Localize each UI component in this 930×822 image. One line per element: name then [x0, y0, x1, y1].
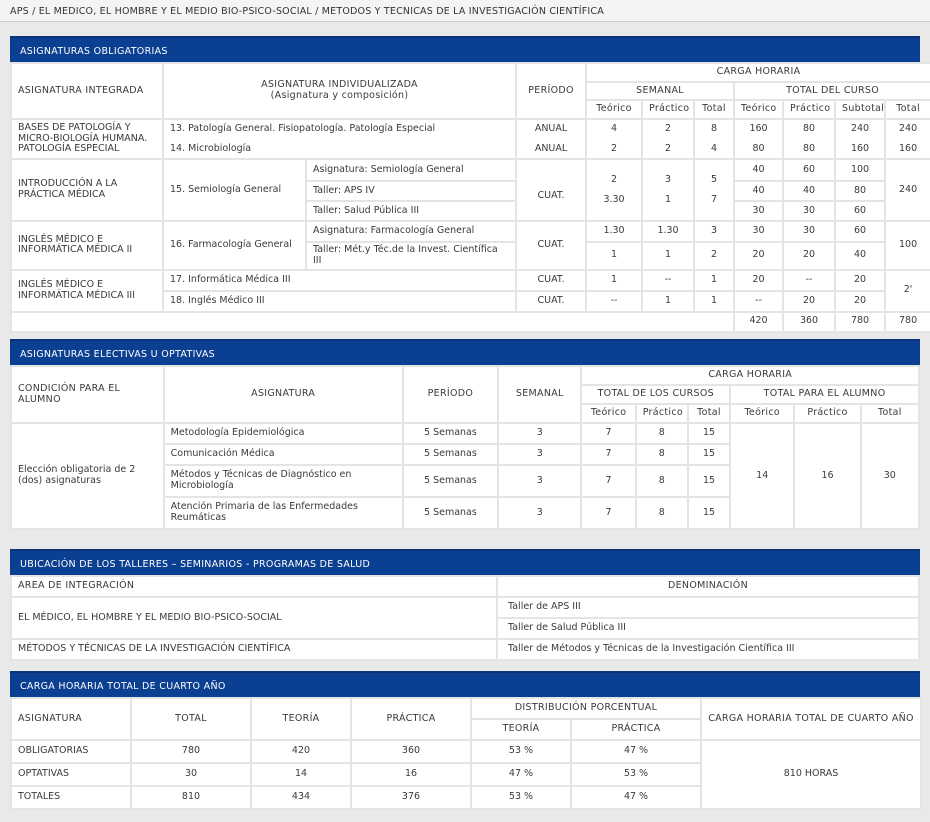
curso-total: 240 160	[886, 120, 930, 158]
asignatura: Atención Primaria de las Enfermedades Reumáticas	[165, 498, 402, 528]
curso-total: 2'	[886, 271, 930, 311]
cursos-teorico: 7	[582, 424, 634, 443]
header-distribucion: DISTRIBUCIÓN PORCENTUAL	[472, 699, 700, 718]
asignatura-individualizada: 18. Inglés Médico III	[164, 292, 515, 311]
curso-subtotal: 20	[836, 271, 884, 290]
semanal: 3	[499, 466, 580, 496]
header-carga-total: CARGA HORARIA TOTAL DE CUARTO AÑO	[702, 699, 920, 739]
row-name: OPTATIVAS	[12, 764, 130, 785]
semanal-total: 8 4	[695, 120, 733, 158]
asignatura-integrada: BASES DE PATOLOGÍA Y MICRO-BIOLOGÍA HUMANA. PATOLOGÍA ESPECIAL	[12, 120, 162, 158]
alumno-total: 30	[862, 424, 918, 528]
table-row	[12, 741, 920, 762]
periodo: CUAT.	[517, 292, 585, 311]
header-teoria: TEORÍA	[252, 699, 350, 739]
semanal-total: 1	[695, 292, 733, 311]
header-total-cursos: TOTAL DE LOS CURSOS	[582, 386, 729, 403]
header-dist-practica: PRÁCTICA	[572, 720, 700, 739]
composicion: Taller: Salud Pública III	[307, 202, 515, 220]
pct-practica: 53 %	[572, 764, 700, 785]
periodo: 5 Semanas	[404, 445, 497, 464]
cursos-teorico: 7	[582, 445, 634, 464]
curso-subtotal: 40	[836, 243, 884, 269]
pct-teoria: 53 %	[472, 787, 570, 808]
table-obligatorias	[10, 62, 930, 333]
table-electivas	[10, 365, 920, 530]
composicion: Taller: APS IV	[307, 182, 515, 200]
semanal: 3	[499, 424, 580, 443]
header-asignatura-individualizada: ASIGNATURA INDIVIDUALIZADA (Asignatura y composición)	[164, 64, 515, 118]
table-row	[12, 222, 930, 241]
curso-total: 240	[886, 160, 930, 220]
periodo: CUAT.	[517, 160, 585, 220]
teoria: 434	[252, 787, 350, 808]
practica: 16	[352, 764, 470, 785]
curso-practico: 60	[784, 160, 834, 180]
section-header-talleres: UBICACIÓN DE LOS TALLERES – SEMINARIOS - PROGRAMAS DE SALUD	[10, 549, 920, 575]
semanal-total: 3	[695, 222, 733, 241]
cursos-practico: 8	[637, 445, 687, 464]
periodo: ANUAL ANUAL	[517, 120, 585, 158]
header-asignatura: ASIGNATURA	[165, 367, 402, 422]
table-row	[12, 640, 918, 659]
curso-practico: --	[784, 271, 834, 290]
semanal-total: 1	[695, 271, 733, 290]
composicion: Taller: Mét.y Téc.de la Invest. Científica III	[307, 243, 515, 269]
periodo: CUAT.	[517, 222, 585, 269]
header-practico: Práctico	[784, 101, 834, 118]
table-cuarto-ano	[10, 697, 922, 810]
teoria: 14	[252, 764, 350, 785]
header-asignatura-integrada: ASIGNATURA INTEGRADA	[12, 64, 162, 118]
header-total-alumno: TOTAL PARA EL ALUMNO	[731, 386, 918, 403]
semanal-teorico: 1.30	[587, 222, 641, 241]
header-periodo: PERÍODO	[404, 367, 497, 422]
practica: 360	[352, 741, 470, 762]
practica: 376	[352, 787, 470, 808]
header-practico: Práctico	[643, 101, 693, 118]
table-row	[12, 120, 930, 158]
denominacion: Taller de Métodos y Técnicas de la Investigación Científica III	[498, 640, 918, 659]
semanal-teorico: 1	[587, 271, 641, 290]
header-total: Total	[695, 101, 733, 118]
section-header-cuarto-ano: CARGA HORARIA TOTAL DE CUARTO AÑO	[10, 671, 920, 697]
curso-total: 100	[886, 222, 930, 269]
cursos-practico: 8	[637, 498, 687, 528]
header-area-integracion: AREA DE INTEGRACIÓN	[12, 577, 496, 596]
header-condicion: CONDICIÓN PARA EL ALUMNO	[12, 367, 163, 422]
curso-teorico: 30	[735, 222, 782, 241]
cursos-practico: 8	[637, 466, 687, 496]
cursos-total: 15	[689, 445, 729, 464]
header-total-curso: TOTAL DEL CURSO	[735, 83, 930, 99]
curso-subtotal: 100	[836, 160, 884, 180]
total-total: 780	[886, 313, 930, 331]
asignatura-individualizada: 13. Patología General. Fisiopatología. Patología Especial 14. Microbiología	[164, 120, 515, 158]
header-semanal: SEMANAL	[587, 83, 733, 99]
curso-teorico: 20	[735, 271, 782, 290]
curso-practico: 30	[784, 202, 834, 220]
header-practico: Práctico	[637, 405, 687, 422]
curso-teorico: 20	[735, 243, 782, 269]
asignatura-individualizada: 15. Semiología General	[164, 160, 305, 220]
totals-row	[12, 313, 930, 331]
semanal-practico: 2 2	[643, 120, 693, 158]
composicion: Asignatura: Farmacología General	[307, 222, 515, 241]
header-asignatura: ASIGNATURA	[12, 699, 130, 739]
table-row	[12, 160, 930, 180]
semanal-total: 5 7	[695, 160, 733, 220]
cursos-teorico: 7	[582, 466, 634, 496]
curso-subtotal: 20	[836, 292, 884, 311]
curso-teorico: 40	[735, 182, 782, 200]
header-practica: PRÁCTICA	[352, 699, 470, 739]
header-subtotal: Subtotal	[836, 101, 884, 118]
curso-practico: 30	[784, 222, 834, 241]
header-total: TOTAL	[132, 699, 250, 739]
cursos-teorico: 7	[582, 498, 634, 528]
header-teorico: Teórico	[587, 101, 641, 118]
area-integracion: MÉTODOS Y TÉCNICAS DE LA INVESTIGACIÓN CIENTÍFICA	[12, 640, 496, 659]
section-header-obligatorias: ASIGNATURAS OBLIGATORIAS	[10, 36, 920, 62]
curso-teorico: 160 80	[735, 120, 782, 158]
curso-subtotal: 240 160	[836, 120, 884, 158]
header-carga-horaria: CARGA HORARIA	[582, 367, 918, 384]
cursos-total: 15	[689, 466, 729, 496]
curso-teorico: --	[735, 292, 782, 311]
pct-teoria: 47 %	[472, 764, 570, 785]
pct-teoria: 53 %	[472, 741, 570, 762]
curso-subtotal: 60	[836, 222, 884, 241]
row-name: TOTALES	[12, 787, 130, 808]
header-carga-horaria: CARGA HORARIA	[587, 64, 930, 81]
asignatura: Comunicación Médica	[165, 445, 402, 464]
semanal-practico: 3 1	[643, 160, 693, 220]
header-periodo: PERÍODO	[517, 64, 585, 118]
header-semanal: SEMANAL	[499, 367, 580, 422]
curso-practico: 20	[784, 243, 834, 269]
composicion: Asignatura: Semiología General	[307, 160, 515, 180]
asignatura: Métodos y Técnicas de Diagnóstico en Microbiología	[165, 466, 402, 496]
total: 810	[132, 787, 250, 808]
asignatura-individualizada: 16. Farmacología General	[164, 222, 305, 269]
total: 30	[132, 764, 250, 785]
asignatura: Metodología Epidemiológica	[165, 424, 402, 443]
row-name: OBLIGATORIAS	[12, 741, 130, 762]
semanal-practico: 1	[643, 292, 693, 311]
curso-subtotal: 80	[836, 182, 884, 200]
periodo: 5 Semanas	[404, 424, 497, 443]
header-teorico: Teórico	[582, 405, 634, 422]
header-total: Total	[886, 101, 930, 118]
table-talleres	[10, 575, 920, 661]
breadcrumb: APS / EL MEDICO, EL HOMBRE Y EL MEDIO BIO-PSICO-SOCIAL / METODOS Y TECNICAS DE LA INVESTIGACIÓN CIENTÍFICA	[0, 0, 930, 22]
semanal-practico: --	[643, 271, 693, 290]
header-teorico: Teórico	[735, 101, 782, 118]
periodo: 5 Semanas	[404, 498, 497, 528]
table-row	[12, 424, 918, 443]
curso-practico: 40	[784, 182, 834, 200]
cursos-total: 15	[689, 498, 729, 528]
semanal-teorico: 1	[587, 243, 641, 269]
curso-teorico: 30	[735, 202, 782, 220]
asignatura-individualizada: 17. Informática Médica III	[164, 271, 515, 290]
header-dist-teoria: TEORÍA	[472, 720, 570, 739]
table-row	[12, 598, 918, 617]
pct-practica: 47 %	[572, 787, 700, 808]
table-row	[12, 271, 930, 290]
alumno-practico: 16	[795, 424, 859, 528]
periodo: 5 Semanas	[404, 466, 497, 496]
denominacion: Taller de APS III	[498, 598, 918, 617]
header-teorico: Teórico	[731, 405, 793, 422]
curso-subtotal: 60	[836, 202, 884, 220]
semanal: 3	[499, 498, 580, 528]
header-practico: Práctico	[795, 405, 859, 422]
curso-teorico: 40	[735, 160, 782, 180]
periodo: CUAT.	[517, 271, 585, 290]
curso-practico: 80 80	[784, 120, 834, 158]
condicion-alumno: Elección obligatoria de 2 (dos) asignaturas	[12, 424, 163, 528]
curso-practico: 20	[784, 292, 834, 311]
carga-total-horas: 810 HORAS	[702, 741, 920, 808]
teoria: 420	[252, 741, 350, 762]
semanal-practico: 1	[643, 243, 693, 269]
asignatura-integrada: INGLÉS MÉDICO E INFORMÁTICA MÉDICA II	[12, 222, 162, 269]
total: 780	[132, 741, 250, 762]
cursos-total: 15	[689, 424, 729, 443]
asignatura-integrada: INGLÉS MÉDICO E INFORMÁTICA MÉDICA III	[12, 271, 162, 311]
header-total: Total	[862, 405, 918, 422]
semanal-teorico: --	[587, 292, 641, 311]
total-practico: 360	[784, 313, 834, 331]
totals-spacer	[12, 313, 733, 331]
semanal-teorico: 4 2	[587, 120, 641, 158]
header-total: Total	[689, 405, 729, 422]
semanal: 3	[499, 445, 580, 464]
asignatura-integrada: INTRODUCCIÓN A LA PRÁCTICA MÉDICA	[12, 160, 162, 220]
pct-practica: 47 %	[572, 741, 700, 762]
total-teorico: 420	[735, 313, 782, 331]
total-subtotal: 780	[836, 313, 884, 331]
semanal-total: 2	[695, 243, 733, 269]
semanal-teorico: 2 3.30	[587, 160, 641, 220]
header-denominacion: DENOMINACIÓN	[498, 577, 918, 596]
alumno-teorico: 14	[731, 424, 793, 528]
section-header-electivas: ASIGNATURAS ELECTIVAS U OPTATIVAS	[10, 339, 920, 365]
cursos-practico: 8	[637, 424, 687, 443]
denominacion: Taller de Salud Pública III	[498, 619, 918, 638]
area-integracion: EL MÉDICO, EL HOMBRE Y EL MEDIO BIO-PSICO-SOCIAL	[12, 598, 496, 638]
semanal-practico: 1.30	[643, 222, 693, 241]
